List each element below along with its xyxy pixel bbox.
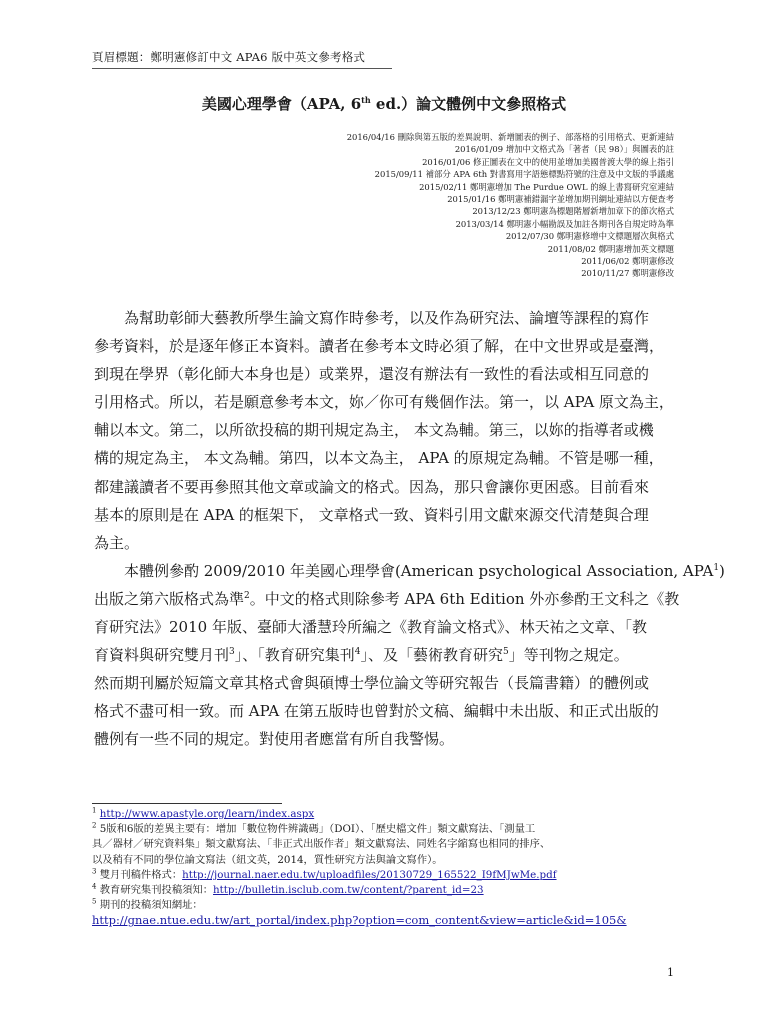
footnote-link[interactable]: http://bulletin.isclub.com.tw/content/?parent_id=23 — [213, 883, 484, 896]
running-header-text: 頁眉標題：鄭明憲修訂中文 APA6 版中英文參考格式 — [92, 50, 366, 64]
revision-entry: 2016/01/09 增加中文格式為「著者（民 98）」與圖表的註 — [454, 144, 674, 155]
revision-entry: 2013/12/23 鄭明憲為標題階層新增加章下的節次格式 — [472, 206, 674, 217]
paragraph-line: 都建議讀者不要再參照其他文章或論文的格式。因為，那只會讓你更困惑。目前看來 — [94, 477, 650, 496]
paragraph-2 — [94, 557, 725, 754]
line-text: ) — [719, 561, 725, 580]
paragraph-line: 到現在學界（彰化師大本身也是）或業界，還沒有辦法有一致性的看法或相互同意的 — [94, 365, 650, 384]
page-number: 1 — [667, 966, 674, 979]
footnote-3 — [92, 868, 692, 883]
document-title — [0, 93, 768, 114]
footnote-number: 1 — [92, 806, 97, 815]
revision-entry: 2016/01/06 修正圖表在文中的使用並增加美國普渡大學的線上指引 — [422, 156, 674, 167]
paragraph-line: 然而期刊屬於短篇文章其格式會與碩博士學位論文等研究報告（長篇書籍）的體例或 — [94, 674, 650, 693]
paragraph-line: 參考資料，於是逐年修正本資料。讀者在參考本文時必須了解，在中文世界或是臺灣， — [94, 337, 665, 356]
footnote-ref[interactable]: 1 — [713, 562, 720, 573]
footnote-ref[interactable]: 5 — [503, 647, 509, 658]
paragraph-1 — [94, 304, 690, 557]
line-text: 」、及「藝術教育研究 — [360, 646, 504, 665]
footnote-1 — [92, 807, 692, 822]
body-text — [94, 304, 725, 754]
line-text: 本體例參酌 2009/2010 年美國心理學會(American psychological Association, APA — [94, 561, 714, 580]
paragraph-line: 輔以本文。第二，以所欲投稿的期刊規定為主， 本文為輔。第三，以妳的指導者或機 — [94, 421, 654, 440]
paragraph-line: 格式不盡可相一致。而 APA 在第五版時也曾對於文稿、編輯中未出版、和正式出版的 — [94, 702, 659, 721]
footnote-4 — [92, 883, 692, 898]
revision-entry: 2015/01/16 鄭明憲補錯漏字並增加期刊網址連結以方便查考 — [447, 194, 674, 205]
revision-entry: 2013/03/14 鄭明憲小幅勘誤及加註各期刊各自規定時為準 — [455, 218, 674, 229]
revision-entry: 2011/08/02 鄭明憲增加英文標題 — [547, 243, 674, 254]
paragraph-line: 引用格式。所以，若是願意參考本文，妳／你可有幾個作法。第一，以 APA 原文為主， — [94, 393, 674, 412]
revision-history — [347, 131, 674, 280]
footnote-text: 教育研究集刊投稿須知： — [99, 883, 214, 896]
paragraph-line: 構的規定為主， 本文為輔。第四，以本文為主， APA 的原規定為輔。不管是哪一種， — [94, 449, 664, 468]
footnote-5-cont — [92, 913, 692, 928]
footnotes — [92, 807, 692, 929]
paragraph-line: 體例有一些不同的規定。對使用者應當有所自我警惕。 — [94, 730, 455, 749]
revision-entry: 2011/06/02 鄭明憲修改 — [581, 256, 674, 267]
paragraph-line: 為幫助彰師大藝教所學生論文寫作時參考，以及作為研究法、論壇等課程的寫作 — [94, 309, 650, 327]
paragraph-line: 基本的原則是在 APA 的框架下， 文章格式一致、資料引用文獻來源交代清楚與合理 — [94, 505, 649, 524]
footnote-text: 期刊的投稿須知網址： — [99, 899, 203, 912]
footnote-ref[interactable]: 3 — [229, 647, 235, 658]
footnote-link[interactable]: http://www.apastyle.org/learn/index.aspx — [99, 808, 315, 820]
footnote-text: 5版和6版的差異主要有：增加「數位物件辨識碼」（DOI）、「歷史檔文件」類文獻寫法、「測量工 — [99, 823, 536, 836]
revision-entry: 2012/07/30 鄭明憲修增中文標題層次與格式 — [505, 231, 674, 242]
footnote-separator — [92, 803, 282, 804]
paragraph-line — [94, 585, 690, 613]
running-header — [92, 49, 392, 69]
footnote-link[interactable]: http://journal.naer.edu.tw/uploadfiles/20130729_165522_I9fMJwMe.pdf — [182, 868, 557, 881]
title-part-1: 美國心理學會（APA, 6 — [201, 95, 362, 113]
line-text: 育資料與研究雙月刊 — [94, 646, 230, 665]
title-part-2: ed.）論文體例中文參照格式 — [370, 95, 567, 113]
line-text: 出版之第六版格式為準 — [94, 589, 245, 608]
line-text: 」、「教育研究集刊 — [234, 646, 355, 665]
footnote-2-cont: 具／器材／研究資料集」類文獻寫法、「非正式出版作者」類文獻寫法、同姓名字縮寫也相同的排序、 — [92, 838, 551, 851]
revision-entry: 2016/04/16 刪除與第五版的差異說明、新增圖表的例子、部落格的引用格式、更新連結 — [346, 132, 674, 142]
header-underline — [92, 68, 392, 69]
footnote-2 — [92, 822, 692, 837]
footnote-number: 4 — [92, 882, 97, 891]
revision-entry: 2010/11/27 鄭明憲修改 — [581, 268, 674, 279]
footnote-number: 2 — [92, 821, 97, 830]
footnote-ref[interactable]: 4 — [354, 647, 361, 658]
title-superscript: th — [361, 95, 371, 105]
footnote-link[interactable]: http://gnae.ntue.edu.tw/art_portal/index.php?option=com_content&view=article&id=105& — [92, 913, 627, 928]
footnote-5 — [92, 898, 692, 913]
footnote-2-cont: 以及稍有不同的學位論文寫法（紐文英，2014，質性研究方法與論文寫作）。 — [92, 853, 443, 866]
revision-entry: 2015/09/11 補部分 APA 6th 對書寫用字語態標點符號的注意及中文版的爭議處 — [374, 169, 674, 180]
revision-entry: 2015/02/11 鄭明憲增加 The Purdue OWL 的線上書寫研究室連結 — [419, 181, 674, 192]
paragraph-line: 育研究法》2010 年版、臺師大潘慧玲所編之《教育論文格式》、林天祐之文章、「教 — [94, 618, 647, 637]
paragraph-line — [94, 557, 725, 585]
line-text: 。中文的格式則除參考 APA 6th Edition 外亦參酌王文科之《教 — [249, 589, 680, 608]
line-text: 」等刊物之規定。 — [508, 646, 629, 665]
footnote-ref[interactable]: 2 — [244, 590, 250, 601]
footnote-number: 3 — [92, 867, 97, 876]
footnote-text: 雙月刊稿件格式： — [99, 868, 183, 881]
paragraph-line — [94, 641, 690, 669]
paragraph-line: 為主。 — [94, 533, 140, 552]
footnote-number: 5 — [92, 897, 97, 906]
